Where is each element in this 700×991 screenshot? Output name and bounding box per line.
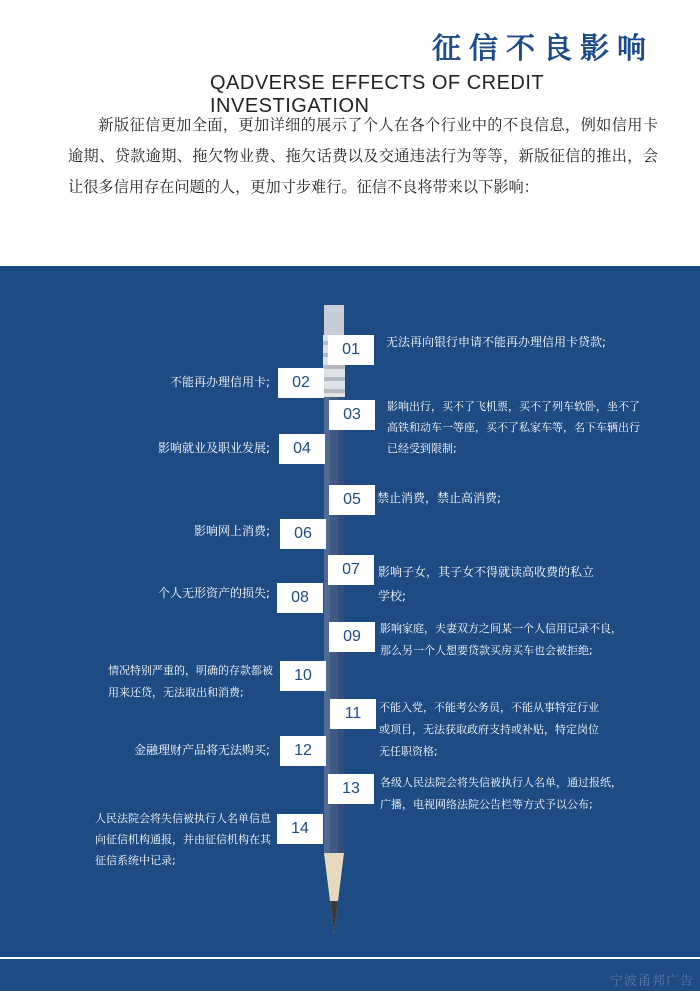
item-text-08: 个人无形资产的损失; — [157, 586, 270, 600]
item-number-11: 11 — [330, 699, 376, 729]
item-text-09: 影响家庭，夫妻双方之间某一个人信用记录不良，那么另一个人想要贷款买房买车也会被拒绝; — [380, 622, 622, 657]
item-number-05: 05 — [329, 485, 375, 515]
item-number-14: 14 — [277, 814, 323, 844]
item-text-01: 无法再向银行申请不能再办理信用卡贷款; — [386, 335, 607, 349]
item-number-03: 03 — [329, 400, 375, 430]
item-text-10: 情况特别严重的，明确的存款都被用来还贷，无法取出和消费; — [108, 664, 273, 699]
item-text-14: 人民法院会将失信被执行人名单信息向征信机构通报，并由征信机构在其征信系统中记录; — [95, 812, 271, 867]
item-number-13: 13 — [328, 774, 374, 804]
item-text-03: 影响出行，买不了飞机票，买不了列车软卧，坐不了高铁和动车一等座，买不了私家车等，名下车辆出行已经受到限制; — [387, 400, 640, 455]
item-text-11: 不能入党，不能考公务员，不能从事特定行业或项目，无法获取政府支持或补贴，特定岗位无任职资格; — [379, 701, 599, 758]
item-text-02: 不能再办理信用卡; — [169, 375, 270, 389]
item-number-10: 10 — [280, 661, 326, 691]
item-number-09: 09 — [329, 622, 375, 652]
item-number-02: 02 — [278, 368, 324, 398]
item-text-06: 影响网上消费; — [193, 524, 270, 538]
item-number-12: 12 — [280, 736, 326, 766]
item-number-07: 07 — [328, 555, 374, 585]
page-title-en: QADVERSE EFFECTS OF CREDIT INVESTIGATION — [210, 72, 544, 117]
item-number-01: 01 — [328, 335, 374, 365]
item-number-04: 04 — [279, 434, 325, 464]
item-text-04: 影响就业及职业发展; — [157, 441, 270, 455]
intro-paragraph: 新版征信更加全面，更加详细的展示了个人在各个行业中的不良信息，例如信用卡逾期、贷款逾期、拖欠物业费、拖欠话费以及交通违法行为等等，新版征信的推出，会让很多信用存在问题的人，更加寸步难行。征信不良将带来以下影响： — [68, 116, 658, 196]
page-title-cn: 征信不良影响 — [431, 31, 654, 65]
item-text-12: 金融理财产品将无法购买; — [133, 743, 270, 757]
item-number-08: 08 — [277, 583, 323, 613]
item-number-06: 06 — [280, 519, 326, 549]
watermark: 宁波甬邦广告 — [609, 974, 694, 989]
item-text-07: 影响子女，其子女不得就读高收费的私立学校; — [378, 565, 595, 603]
item-text-13: 各级人民法院会将失信被执行人名单，通过报纸，广播，电视网络法院公告栏等方式予以公布; — [380, 776, 622, 811]
bottom-band — [0, 959, 700, 991]
item-text-05: 禁止消费，禁止高消费; — [377, 491, 502, 505]
